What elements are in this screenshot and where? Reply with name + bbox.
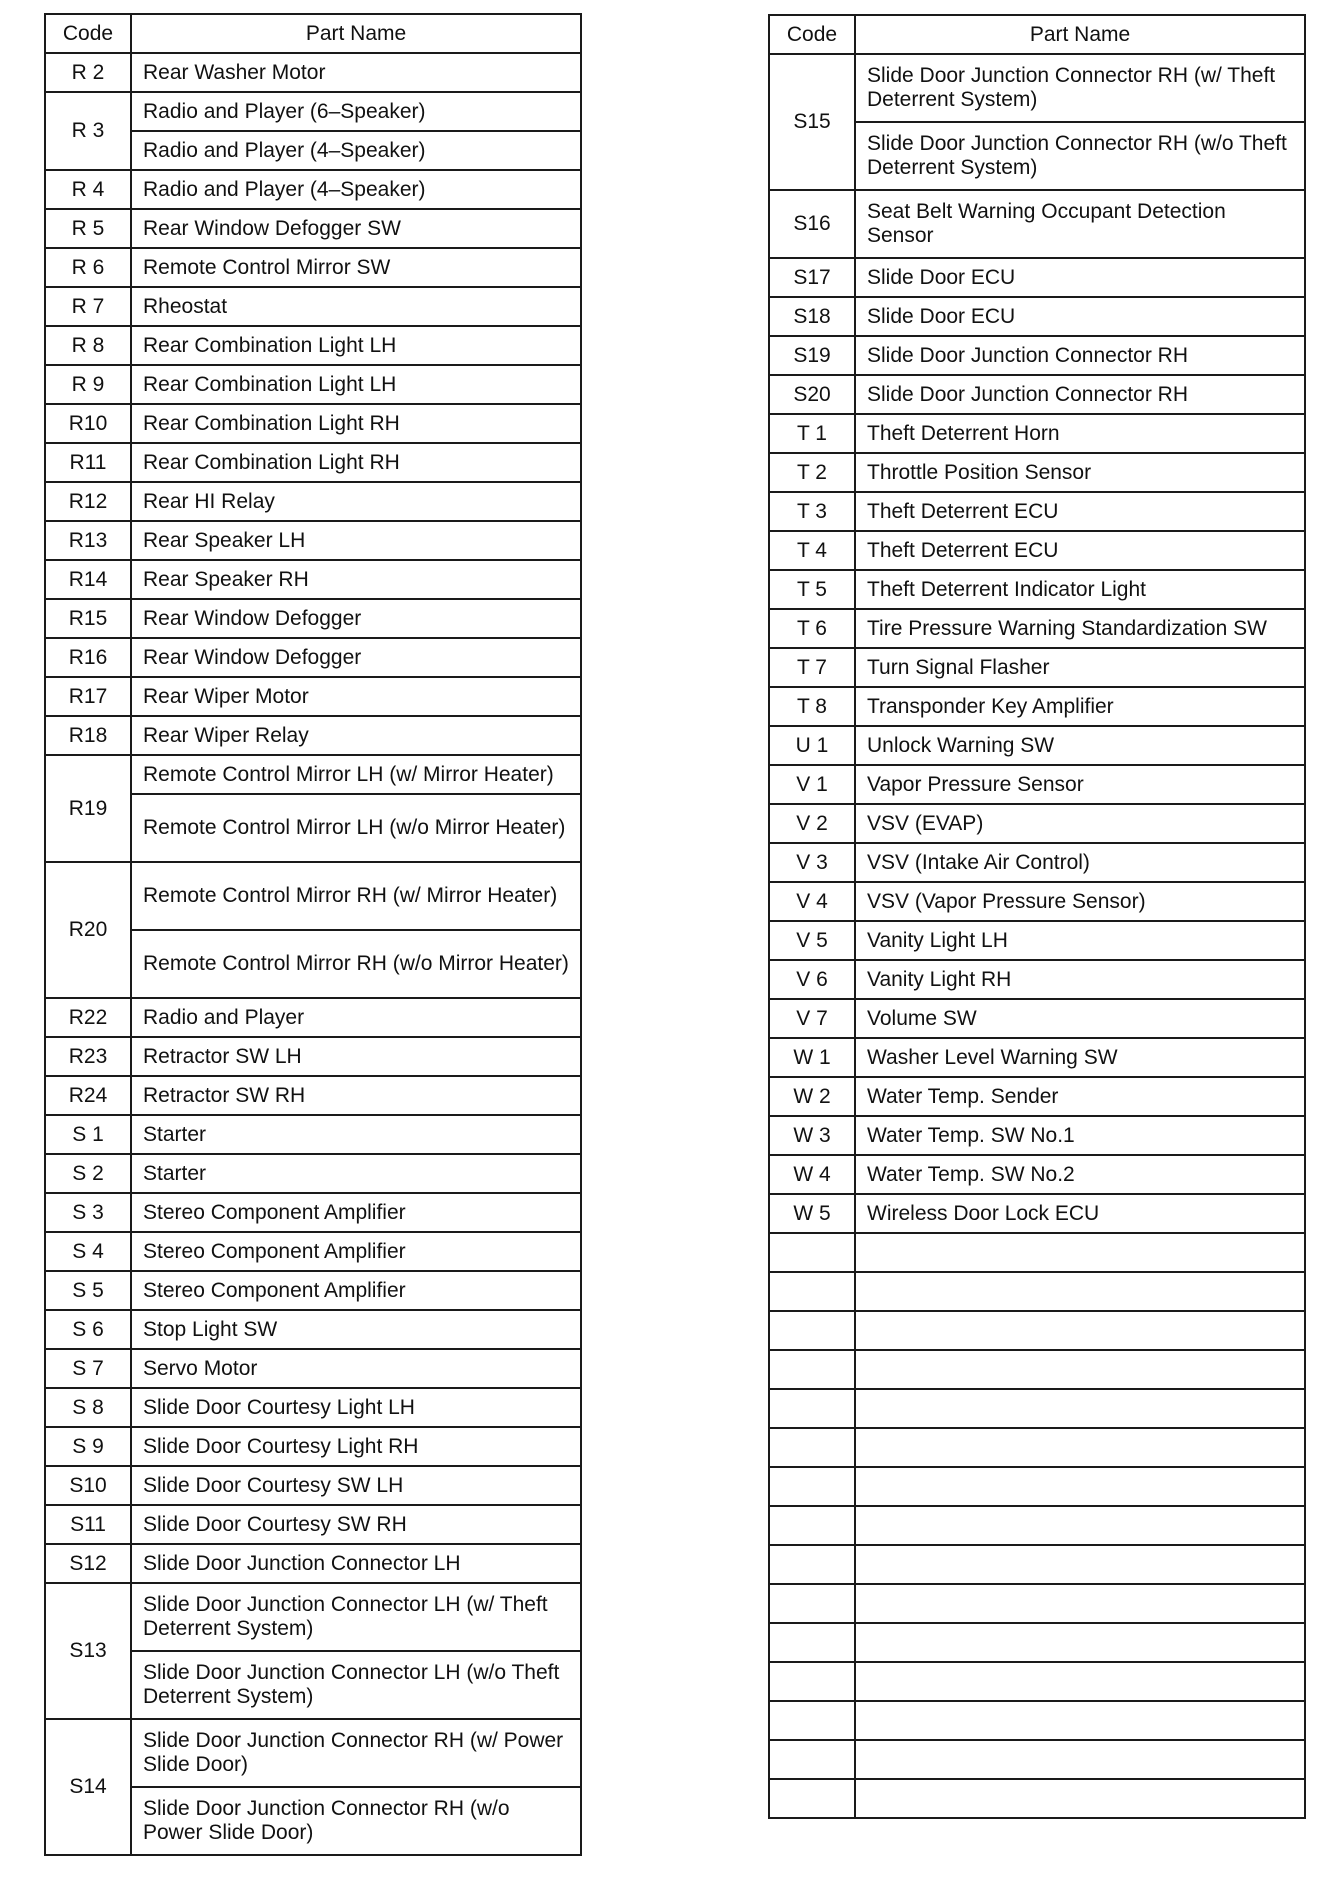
table-row: [769, 1623, 1305, 1662]
table-row: [45, 560, 581, 599]
part-code: R 8: [45, 326, 131, 365]
table-row: [45, 1427, 581, 1466]
part-code: [769, 1779, 855, 1818]
table-row: [769, 804, 1305, 843]
part-code: R 9: [45, 365, 131, 404]
part-code: U 1: [769, 726, 855, 765]
part-code: T 4: [769, 531, 855, 570]
table-row: [45, 677, 581, 716]
part-name: VSV (EVAP): [855, 804, 1305, 843]
table-row: [769, 1389, 1305, 1428]
part-name: Slide Door Junction Connector RH: [855, 336, 1305, 375]
table-row: [769, 1662, 1305, 1701]
part-name: Vanity Light LH: [855, 921, 1305, 960]
part-code: R22: [45, 998, 131, 1037]
part-name: Wireless Door Lock ECU: [855, 1194, 1305, 1233]
part-code: V 6: [769, 960, 855, 999]
part-name: Rear Speaker RH: [131, 560, 581, 599]
table-row: [45, 998, 581, 1037]
part-name: Water Temp. SW No.1: [855, 1116, 1305, 1155]
part-code: S17: [769, 258, 855, 297]
table-row: [769, 1272, 1305, 1311]
table-row: [769, 1038, 1305, 1077]
part-code: R10: [45, 404, 131, 443]
part-name: [855, 1428, 1305, 1467]
part-code: R23: [45, 1037, 131, 1076]
part-name: Retractor SW RH: [131, 1076, 581, 1115]
part-name: Transponder Key Amplifier: [855, 687, 1305, 726]
part-code: [769, 1623, 855, 1662]
table-row: [769, 1077, 1305, 1116]
part-name: Unlock Warning SW: [855, 726, 1305, 765]
part-name: [855, 1662, 1305, 1701]
table-row: [769, 1350, 1305, 1389]
table-row: [45, 1349, 581, 1388]
part-code: [769, 1428, 855, 1467]
part-code: S13: [45, 1583, 131, 1719]
part-name: Throttle Position Sensor: [855, 453, 1305, 492]
part-code: W 2: [769, 1077, 855, 1116]
right-table-body: [769, 54, 1305, 1818]
part-name: Slide Door Courtesy Light LH: [131, 1388, 581, 1427]
table-row: [45, 599, 581, 638]
part-code: R12: [45, 482, 131, 521]
table-row: [45, 92, 581, 131]
part-name: Seat Belt Warning Occupant Detection Sensor: [855, 190, 1305, 258]
part-name: Rear Window Defogger: [131, 638, 581, 677]
part-code: T 3: [769, 492, 855, 531]
part-name-column-header: Part Name: [855, 15, 1305, 54]
part-code: R15: [45, 599, 131, 638]
part-name: Slide Door ECU: [855, 297, 1305, 336]
table-row: [45, 53, 581, 92]
table-row: [45, 1232, 581, 1271]
left-table-body: [45, 53, 581, 1855]
table-row: [45, 443, 581, 482]
part-name: Slide Door Junction Connector RH (w/o Theft Deterrent System): [855, 122, 1305, 190]
part-code: V 5: [769, 921, 855, 960]
table-row: [45, 170, 581, 209]
table-row: [45, 365, 581, 404]
part-code: S 4: [45, 1232, 131, 1271]
part-name: Stereo Component Amplifier: [131, 1271, 581, 1310]
part-name: Radio and Player: [131, 998, 581, 1037]
part-name: [855, 1506, 1305, 1545]
part-code: W 1: [769, 1038, 855, 1077]
part-code: S19: [769, 336, 855, 375]
part-name: Retractor SW LH: [131, 1037, 581, 1076]
part-name: Starter: [131, 1154, 581, 1193]
part-name: Rear Wiper Motor: [131, 677, 581, 716]
part-code: V 7: [769, 999, 855, 1038]
table-row: [769, 1233, 1305, 1272]
part-name: [855, 1584, 1305, 1623]
part-name: Theft Deterrent Horn: [855, 414, 1305, 453]
part-name: Rear Window Defogger: [131, 599, 581, 638]
table-row: [769, 492, 1305, 531]
table-row: [769, 297, 1305, 336]
part-name: Water Temp. SW No.2: [855, 1155, 1305, 1194]
part-code: S 2: [45, 1154, 131, 1193]
table-row: [45, 248, 581, 287]
part-name: [855, 1779, 1305, 1818]
part-code: [769, 1389, 855, 1428]
table-row: [45, 1388, 581, 1427]
part-code: S20: [769, 375, 855, 414]
part-name: Servo Motor: [131, 1349, 581, 1388]
table-row: [45, 1719, 581, 1787]
table-row: [769, 414, 1305, 453]
part-name: Slide Door Junction Connector LH (w/ Theft Deterrent System): [131, 1583, 581, 1651]
table-row: [769, 1701, 1305, 1740]
part-code: S12: [45, 1544, 131, 1583]
part-name: Slide Door Junction Connector LH (w/o Theft Deterrent System): [131, 1651, 581, 1719]
table-row: [769, 726, 1305, 765]
part-name: Washer Level Warning SW: [855, 1038, 1305, 1077]
part-name: Slide Door Junction Connector RH: [855, 375, 1305, 414]
table-header-row: [769, 15, 1305, 54]
part-name: Slide Door Junction Connector LH: [131, 1544, 581, 1583]
part-name: Rear Combination Light RH: [131, 404, 581, 443]
table-row: [769, 375, 1305, 414]
part-code: [769, 1545, 855, 1584]
part-code: S 7: [45, 1349, 131, 1388]
part-name: [855, 1389, 1305, 1428]
table-row: [45, 482, 581, 521]
part-name: Slide Door ECU: [855, 258, 1305, 297]
part-code: S14: [45, 1719, 131, 1855]
table-row: [769, 609, 1305, 648]
part-code: S 3: [45, 1193, 131, 1232]
part-name: Radio and Player (4–Speaker): [131, 131, 581, 170]
table-row: [45, 1466, 581, 1505]
table-row: [769, 1428, 1305, 1467]
part-name: Stereo Component Amplifier: [131, 1232, 581, 1271]
part-name: Remote Control Mirror LH (w/ Mirror Heater): [131, 755, 581, 794]
part-code: S 8: [45, 1388, 131, 1427]
part-name: Slide Door Courtesy Light RH: [131, 1427, 581, 1466]
table-row: [769, 1545, 1305, 1584]
part-code: T 6: [769, 609, 855, 648]
table-row: [769, 999, 1305, 1038]
table-row: [45, 209, 581, 248]
part-name: Radio and Player (6–Speaker): [131, 92, 581, 131]
part-name: VSV (Vapor Pressure Sensor): [855, 882, 1305, 921]
part-code: [769, 1233, 855, 1272]
part-name: Slide Door Junction Connector RH (w/ Theft Deterrent System): [855, 54, 1305, 122]
code-column-header: Code: [769, 15, 855, 54]
part-name: Rear Combination Light RH: [131, 443, 581, 482]
table-row: [769, 54, 1305, 122]
table-row: [769, 1194, 1305, 1233]
table-row: [45, 638, 581, 677]
table-row: [769, 190, 1305, 258]
table-row: [45, 287, 581, 326]
part-name: Tire Pressure Warning Standardization SW: [855, 609, 1305, 648]
part-name: Water Temp. Sender: [855, 1077, 1305, 1116]
part-code: R13: [45, 521, 131, 560]
part-name: Turn Signal Flasher: [855, 648, 1305, 687]
part-name: Theft Deterrent ECU: [855, 531, 1305, 570]
part-code: R11: [45, 443, 131, 482]
table-row: [45, 1271, 581, 1310]
table-row: [769, 687, 1305, 726]
part-code: T 1: [769, 414, 855, 453]
part-name: Radio and Player (4–Speaker): [131, 170, 581, 209]
part-code: S11: [45, 1505, 131, 1544]
part-name: Stereo Component Amplifier: [131, 1193, 581, 1232]
part-code: [769, 1272, 855, 1311]
part-code: T 5: [769, 570, 855, 609]
table-row: [769, 921, 1305, 960]
table-row: [769, 843, 1305, 882]
table-row: [45, 1154, 581, 1193]
part-name: Slide Door Junction Connector RH (w/ Power Slide Door): [131, 1719, 581, 1787]
part-name: [855, 1467, 1305, 1506]
part-name: Slide Door Courtesy SW RH: [131, 1505, 581, 1544]
part-name: Remote Control Mirror SW: [131, 248, 581, 287]
table-row: [769, 453, 1305, 492]
table-row: [45, 1505, 581, 1544]
part-code: R19: [45, 755, 131, 862]
part-code: R 6: [45, 248, 131, 287]
part-code: S18: [769, 297, 855, 336]
part-name: Rear HI Relay: [131, 482, 581, 521]
part-code: T 8: [769, 687, 855, 726]
part-code: [769, 1467, 855, 1506]
part-code: R 5: [45, 209, 131, 248]
part-name: Vanity Light RH: [855, 960, 1305, 999]
part-name: Rear Speaker LH: [131, 521, 581, 560]
table-row: [769, 1779, 1305, 1818]
part-code: S 6: [45, 1310, 131, 1349]
part-name: [855, 1545, 1305, 1584]
part-code: R17: [45, 677, 131, 716]
part-code: [769, 1311, 855, 1350]
table-row: [769, 258, 1305, 297]
part-name: Rear Washer Motor: [131, 53, 581, 92]
part-name: [855, 1272, 1305, 1311]
part-code: W 4: [769, 1155, 855, 1194]
table-row: [45, 716, 581, 755]
part-code: S 1: [45, 1115, 131, 1154]
part-code: S 9: [45, 1427, 131, 1466]
table-row: [45, 1115, 581, 1154]
part-name: Rear Combination Light LH: [131, 326, 581, 365]
table-row: [769, 765, 1305, 804]
part-code: R 7: [45, 287, 131, 326]
part-code: W 3: [769, 1116, 855, 1155]
part-code: R18: [45, 716, 131, 755]
part-name: [855, 1701, 1305, 1740]
part-name: Slide Door Junction Connector RH (w/o Power Slide Door): [131, 1787, 581, 1855]
part-code: R24: [45, 1076, 131, 1115]
code-column-header: Code: [45, 14, 131, 53]
part-code: R14: [45, 560, 131, 599]
part-name: Remote Control Mirror RH (w/o Mirror Heater): [131, 930, 581, 998]
table-row: [769, 1506, 1305, 1545]
part-name: Rheostat: [131, 287, 581, 326]
right-parts-table: [768, 14, 1306, 1819]
table-row: [45, 404, 581, 443]
part-name: Rear Wiper Relay: [131, 716, 581, 755]
part-code: [769, 1701, 855, 1740]
table-row: [769, 531, 1305, 570]
part-name: Slide Door Courtesy SW LH: [131, 1466, 581, 1505]
part-name: Vapor Pressure Sensor: [855, 765, 1305, 804]
part-name: Stop Light SW: [131, 1310, 581, 1349]
table-row: [45, 521, 581, 560]
part-code: [769, 1506, 855, 1545]
table-row: [769, 648, 1305, 687]
part-name: Remote Control Mirror RH (w/ Mirror Heater): [131, 862, 581, 930]
part-code: V 4: [769, 882, 855, 921]
part-name: Rear Window Defogger SW: [131, 209, 581, 248]
table-row: [45, 1583, 581, 1651]
part-name: Theft Deterrent Indicator Light: [855, 570, 1305, 609]
part-name-column-header: Part Name: [131, 14, 581, 53]
part-code: S15: [769, 54, 855, 190]
table-row: [769, 960, 1305, 999]
table-row: [45, 1193, 581, 1232]
part-code: S16: [769, 190, 855, 258]
table-row: [45, 862, 581, 930]
left-parts-table: [44, 13, 582, 1856]
part-code: V 1: [769, 765, 855, 804]
table-row: [45, 755, 581, 794]
part-name: Theft Deterrent ECU: [855, 492, 1305, 531]
part-code: R 3: [45, 92, 131, 170]
table-row: [769, 1467, 1305, 1506]
table-row: [769, 1740, 1305, 1779]
part-name: [855, 1233, 1305, 1272]
part-name: [855, 1740, 1305, 1779]
part-code: [769, 1350, 855, 1389]
table-row: [45, 1310, 581, 1349]
part-code: V 3: [769, 843, 855, 882]
part-code: S 5: [45, 1271, 131, 1310]
part-name: Volume SW: [855, 999, 1305, 1038]
part-name: Remote Control Mirror LH (w/o Mirror Heater): [131, 794, 581, 862]
table-row: [769, 1584, 1305, 1623]
table-row: [769, 1155, 1305, 1194]
part-code: T 7: [769, 648, 855, 687]
table-row: [769, 336, 1305, 375]
part-name: VSV (Intake Air Control): [855, 843, 1305, 882]
table-row: [45, 326, 581, 365]
table-row: [45, 1037, 581, 1076]
table-header-row: [45, 14, 581, 53]
part-name: Rear Combination Light LH: [131, 365, 581, 404]
part-code: [769, 1584, 855, 1623]
part-code: W 5: [769, 1194, 855, 1233]
part-code: R20: [45, 862, 131, 998]
part-name: [855, 1350, 1305, 1389]
part-code: R 4: [45, 170, 131, 209]
part-code: [769, 1662, 855, 1701]
part-code: [769, 1740, 855, 1779]
part-name: [855, 1311, 1305, 1350]
part-code: R 2: [45, 53, 131, 92]
part-code: T 2: [769, 453, 855, 492]
table-row: [769, 1116, 1305, 1155]
part-name: [855, 1623, 1305, 1662]
part-code: V 2: [769, 804, 855, 843]
table-row: [769, 570, 1305, 609]
part-code: S10: [45, 1466, 131, 1505]
part-name: Starter: [131, 1115, 581, 1154]
table-row: [45, 1076, 581, 1115]
table-row: [769, 1311, 1305, 1350]
part-code: R16: [45, 638, 131, 677]
table-row: [769, 882, 1305, 921]
table-row: [45, 1544, 581, 1583]
